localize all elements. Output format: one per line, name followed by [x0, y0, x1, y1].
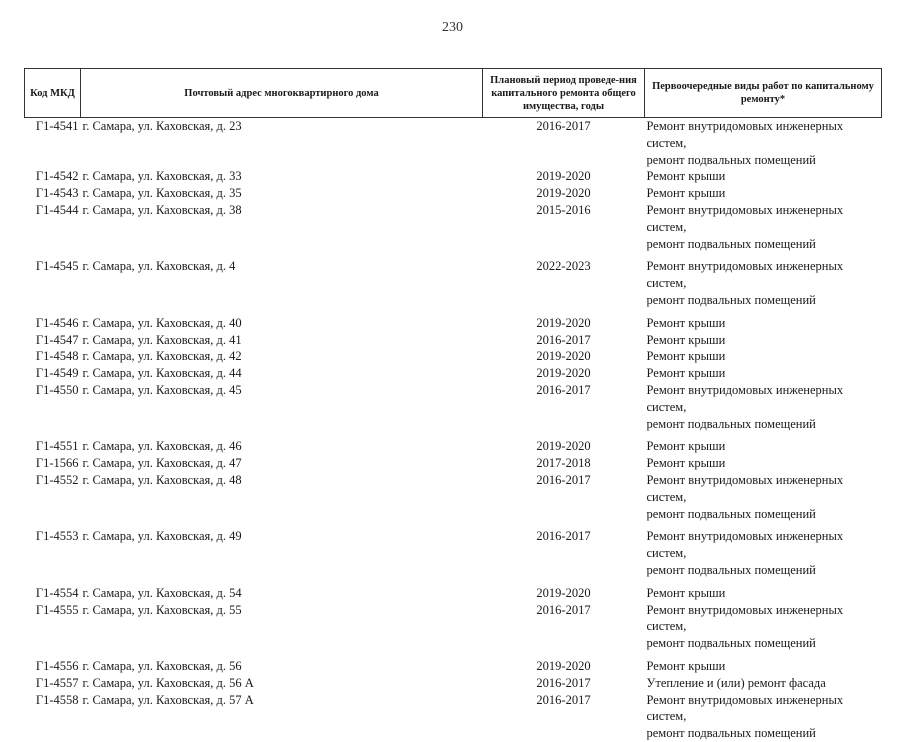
- cell-address: г. Самара, ул. Каховская, д. 47: [82, 456, 242, 471]
- table-row: [25, 202, 882, 252]
- works-line: Ремонт крыши: [646, 585, 726, 600]
- table-row: [25, 472, 882, 522]
- cell-period: 2016-2017: [536, 382, 591, 397]
- table-row: [25, 658, 882, 675]
- cell-code: Г1-4551: [35, 439, 79, 454]
- works-line: Ремонт крыши: [646, 332, 726, 347]
- works-line: ремонт подвальных помещений: [646, 416, 816, 431]
- cell-period: 2019-2020: [536, 658, 591, 673]
- cell-code: Г1-4545: [35, 259, 79, 274]
- cell-address: г. Самара, ул. Каховская, д. 35: [82, 186, 242, 201]
- table-row: [25, 675, 882, 692]
- cell-period: 2022-2023: [536, 259, 591, 274]
- cell-address: г. Самара, ул. Каховская, д. 56: [82, 658, 242, 673]
- cell-code: Г1-4543: [35, 186, 79, 201]
- cell-works: [645, 472, 882, 522]
- cell-period: 2019-2020: [536, 186, 591, 201]
- works-line: Ремонт внутридомовых инженерных систем,: [646, 119, 844, 150]
- table-row: [25, 365, 882, 382]
- cell-code: Г1-1566: [35, 456, 79, 471]
- table-row: [25, 528, 882, 578]
- cell-works: [645, 168, 882, 185]
- cell-address: г. Самара, ул. Каховская, д. 55: [82, 602, 242, 617]
- cell-address: г. Самара, ул. Каховская, д. 23: [82, 119, 242, 133]
- cell-address: г. Самара, ул. Каховская, д. 49: [82, 529, 242, 544]
- table-row: [25, 315, 882, 332]
- cell-period: 2016-2017: [536, 332, 591, 347]
- cell-works: [645, 585, 882, 602]
- works-line: ремонт подвальных помещений: [646, 292, 816, 307]
- cell-code: Г1-4555: [35, 602, 79, 617]
- cell-works: [645, 202, 882, 252]
- works-line: Ремонт внутридомовых инженерных систем,: [646, 382, 844, 414]
- header-period: Плановый период проведе-ния капитального ремонта общего имущества, годы: [483, 69, 645, 118]
- cell-code: Г1-4552: [35, 472, 79, 487]
- works-line: ремонт подвальных помещений: [646, 236, 816, 251]
- cell-address: г. Самара, ул. Каховская, д. 56 А: [82, 675, 254, 690]
- table-header-row: [25, 69, 882, 118]
- cell-works: [645, 455, 882, 472]
- cell-period: 2016-2017: [536, 472, 591, 487]
- cell-period: 2016-2017: [536, 602, 591, 617]
- cell-address: г. Самара, ул. Каховская, д. 38: [82, 202, 242, 217]
- works-line: ремонт подвальных помещений: [646, 506, 816, 521]
- cell-works: [645, 438, 882, 455]
- works-line: Ремонт внутридомовых инженерных систем,: [646, 202, 844, 234]
- cell-address: г. Самара, ул. Каховская, д. 57 А: [82, 692, 254, 707]
- table-row: [25, 438, 882, 455]
- works-line: Утепление и (или) ремонт фасада: [646, 675, 826, 690]
- table-row: [25, 692, 882, 742]
- cell-address: г. Самара, ул. Каховская, д. 42: [82, 349, 242, 364]
- works-line: ремонт подвальных помещений: [646, 726, 816, 741]
- works-line: Ремонт крыши: [646, 658, 726, 673]
- table-row: [25, 118, 882, 169]
- cell-address: г. Самара, ул. Каховская, д. 41: [82, 332, 242, 347]
- cell-period: 2015-2016: [536, 202, 591, 217]
- cell-code: Г1-4557: [35, 675, 79, 690]
- cell-code: Г1-4541: [35, 119, 79, 133]
- cell-period: 2016-2017: [536, 675, 591, 690]
- cell-period: 2019-2020: [536, 349, 591, 364]
- cell-code: Г1-4558: [35, 692, 79, 707]
- works-line: Ремонт внутридомовых инженерных систем,: [646, 602, 844, 634]
- cell-code: Г1-4554: [35, 585, 79, 600]
- cell-period: 2019-2020: [536, 366, 591, 381]
- cell-code: Г1-4548: [35, 349, 79, 364]
- header-code: Код МКД: [25, 69, 81, 118]
- cell-works: [645, 382, 882, 432]
- cell-works: [645, 602, 882, 652]
- cell-period: 2019-2020: [536, 315, 591, 330]
- cell-works: [645, 658, 882, 675]
- cell-code: Г1-4542: [35, 169, 79, 184]
- works-line: Ремонт крыши: [646, 349, 726, 364]
- cell-works: [645, 692, 882, 742]
- table-row: [25, 258, 882, 308]
- cell-period: 2019-2020: [536, 169, 591, 184]
- table-row: [25, 382, 882, 432]
- works-line: Ремонт внутридомовых инженерных систем,: [646, 529, 844, 561]
- cell-works: [645, 675, 882, 692]
- works-line: Ремонт крыши: [646, 186, 726, 201]
- repair-schedule-table: [24, 68, 882, 742]
- cell-address: г. Самара, ул. Каховская, д. 46: [82, 439, 242, 454]
- cell-code: Г1-4556: [35, 658, 79, 673]
- cell-period: 2019-2020: [536, 585, 591, 600]
- cell-works: [645, 258, 882, 308]
- cell-period: 2016-2017: [536, 692, 591, 707]
- cell-period: 2019-2020: [536, 439, 591, 454]
- table-row: [25, 185, 882, 202]
- cell-code: Г1-4544: [35, 202, 79, 217]
- cell-works: [645, 348, 882, 365]
- table-row: [25, 332, 882, 349]
- table-body: [25, 118, 882, 742]
- cell-code: Г1-4547: [35, 332, 79, 347]
- works-line: Ремонт внутридомовых инженерных систем,: [646, 692, 844, 724]
- works-line: Ремонт крыши: [646, 439, 726, 454]
- works-line: ремонт подвальных помещений: [646, 152, 816, 167]
- table-row: [25, 585, 882, 602]
- cell-address: г. Самара, ул. Каховская, д. 45: [82, 382, 242, 397]
- table-row: [25, 455, 882, 472]
- works-line: ремонт подвальных помещений: [646, 562, 816, 577]
- table-row: [25, 602, 882, 652]
- cell-code: Г1-4553: [35, 529, 79, 544]
- works-line: Ремонт крыши: [646, 456, 726, 471]
- cell-period: 2016-2017: [536, 119, 591, 133]
- works-line: Ремонт крыши: [646, 366, 726, 381]
- page-number: 230: [442, 20, 463, 35]
- works-line: Ремонт крыши: [646, 169, 726, 184]
- cell-works: [645, 118, 882, 169]
- cell-works: [645, 185, 882, 202]
- table-row: [25, 348, 882, 365]
- works-line: Ремонт внутридомовых инженерных систем,: [646, 259, 844, 291]
- header-address: Почтовый адрес многоквартирного дома: [81, 69, 483, 118]
- cell-address: г. Самара, ул. Каховская, д. 40: [82, 315, 242, 330]
- cell-code: Г1-4549: [35, 366, 79, 381]
- works-line: ремонт подвальных помещений: [646, 636, 816, 651]
- cell-address: г. Самара, ул. Каховская, д. 33: [82, 169, 242, 184]
- cell-address: г. Самара, ул. Каховская, д. 48: [82, 472, 242, 487]
- works-line: Ремонт крыши: [646, 315, 726, 330]
- cell-code: Г1-4546: [35, 315, 79, 330]
- cell-address: г. Самара, ул. Каховская, д. 4: [82, 259, 236, 274]
- works-line: Ремонт внутридомовых инженерных систем,: [646, 472, 844, 504]
- cell-works: [645, 365, 882, 382]
- cell-works: [645, 332, 882, 349]
- cell-period: 2017-2018: [536, 456, 591, 471]
- header-works: Первоочередные виды работ по капитальному ремонту*: [645, 69, 882, 118]
- cell-period: 2016-2017: [536, 529, 591, 544]
- cell-works: [645, 315, 882, 332]
- cell-address: г. Самара, ул. Каховская, д. 54: [82, 585, 242, 600]
- cell-code: Г1-4550: [35, 382, 79, 397]
- cell-works: [645, 528, 882, 578]
- table-row: [25, 168, 882, 185]
- cell-address: г. Самара, ул. Каховская, д. 44: [82, 366, 242, 381]
